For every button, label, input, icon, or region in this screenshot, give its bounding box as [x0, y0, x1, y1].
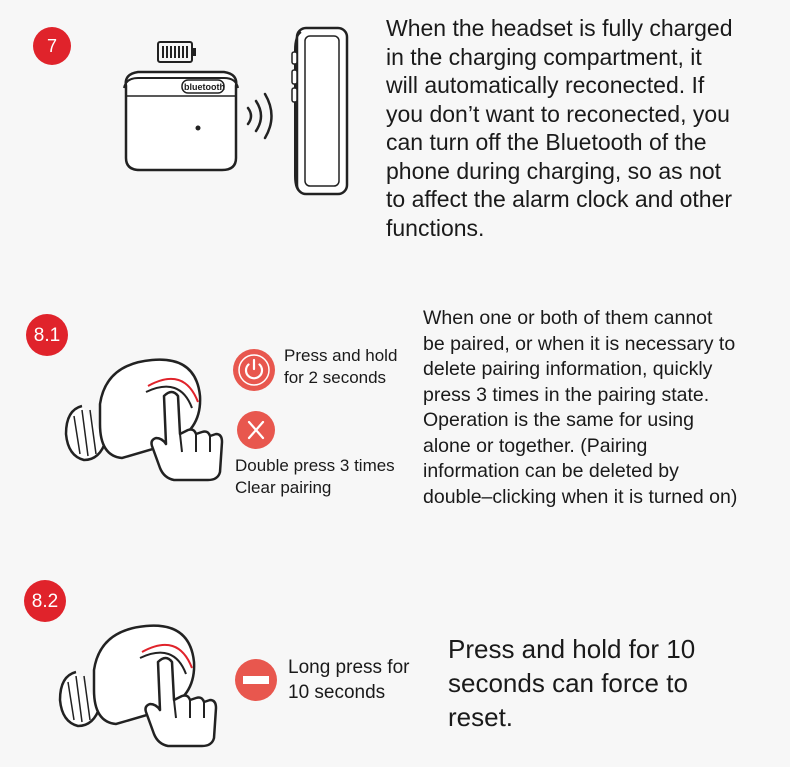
- case-brand-label: bluetooth: [184, 82, 225, 92]
- step-double-press-label: Double press 3 times Clear pairing: [235, 456, 395, 497]
- charging-case-icon: [118, 66, 244, 176]
- signal-waves-icon: [244, 92, 278, 140]
- smartphone-icon: [287, 26, 351, 198]
- earbud-touch-icon: [60, 344, 230, 482]
- minus-icon: [234, 658, 278, 702]
- section-7: [0, 0, 790, 260]
- earbud-touch-icon: [54, 610, 224, 748]
- section-8-1: [0, 300, 790, 530]
- battery-icon: [157, 40, 197, 64]
- step-badge-8-2: 8.2: [24, 580, 66, 622]
- step-badge-7: 7: [33, 27, 71, 65]
- section-8-2: [0, 570, 790, 767]
- section-7-description: When the headset is fully charged in the charging compartment, it will automatically reconected. If you don’t want to reconected, you can turn off the Bluetooth of the phone during charging, so as not to affect the alarm clock and other functions.: [386, 15, 733, 241]
- step-long-press-label: Long press for 10 seconds: [288, 657, 410, 703]
- power-icon: [232, 348, 276, 392]
- section-8-1-description: When one or both of them cannot be paired, or when it is necessary to delete pairing information, quickly press 3 times in the pairing state. Operation is the same for using alone or together. (Pairing information can be deleted by double–clicking when it is turned on): [423, 307, 738, 508]
- step-badge-8-1: 8.1: [26, 314, 68, 356]
- x-icon: [236, 410, 276, 450]
- section-8-2-description: Press and hold for 10 seconds can force to reset.: [448, 634, 696, 732]
- step-press-hold-label: Press and hold for 2 seconds: [284, 346, 398, 387]
